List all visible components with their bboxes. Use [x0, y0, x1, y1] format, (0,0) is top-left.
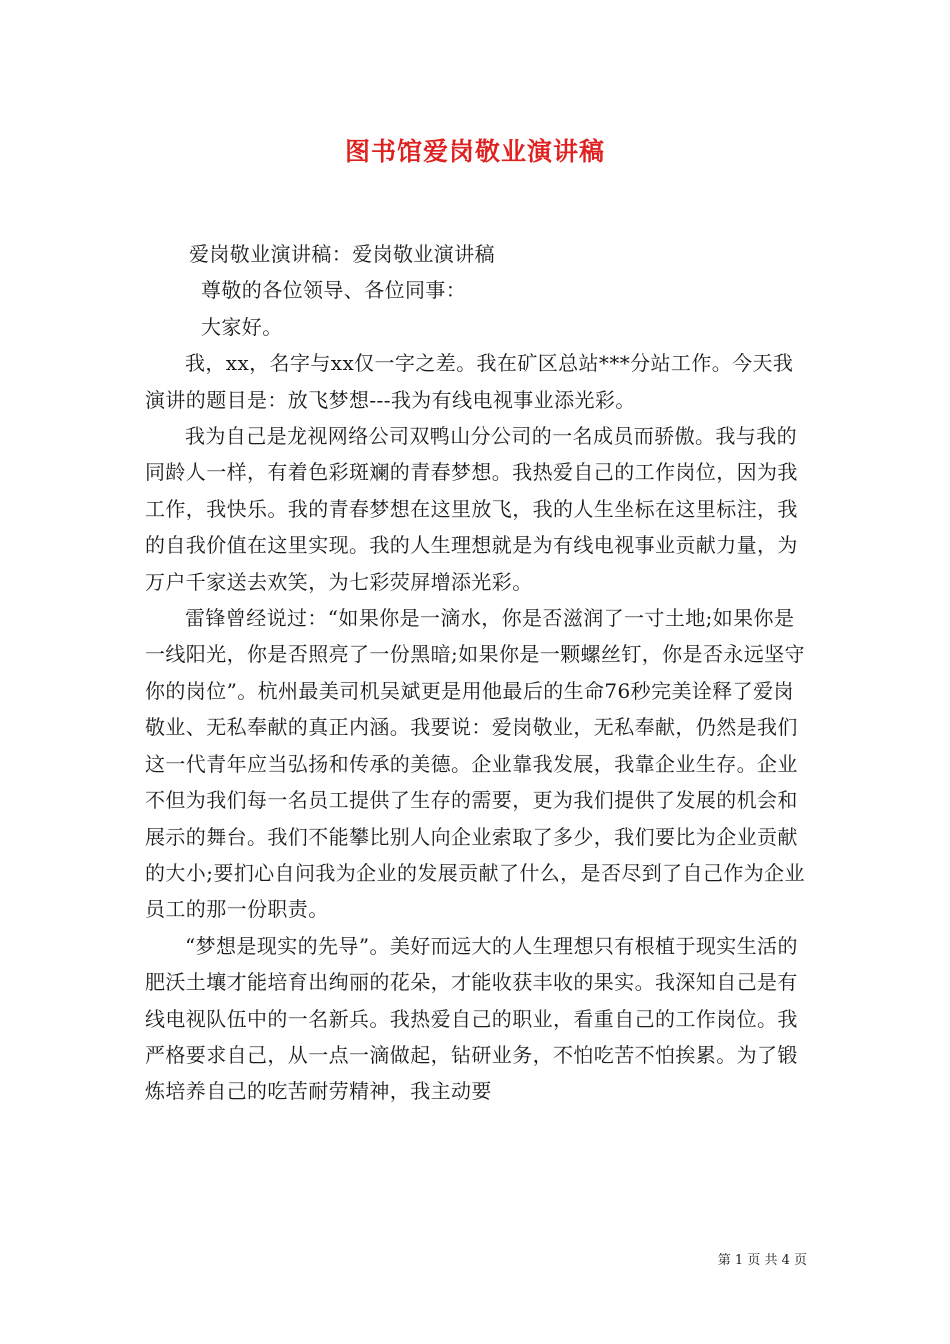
document-subtitle: 爱岗敬业演讲稿：爱岗敬业演讲稿: [189, 242, 495, 266]
paragraph: “梦想是现实的先导”。美好而远大的人生理想只有根植于现实生活的肥沃土壤才能培育出绚丽的花朵，才能收获丰收的果实。我深知自己是有线电视队伍中的一名新兵。我热爱自己的职业，看重自己的工作岗位。我严格要求自己，从一点一滴做起，钻研业务，不怕吃苦不怕挨累。为了锻炼培养自己的吃苦耐劳精神，我主动要: [145, 933, 798, 1104]
paragraph: 我为自己是龙视网络公司双鸭山分公司的一名成员而骄傲。我与我的同龄人一样，有着色彩斑斓的青春梦想。我热爱自己的工作岗位，因为我工作，我快乐。我的青春梦想在这里放飞，我的人生坐标在这里标注，我的自我价值在这里实现。我的人生理想就是为有线电视事业贡献力量，为万户千家送去欢笑，为七彩荧屏增添光彩。: [145, 424, 798, 594]
document-body: [145, 236, 807, 1110]
paragraph: 我，xx，名字与xx仅一字之差。我在矿区总站***分站工作。今天我演讲的题目是：放飞梦想---我为有线电视事业添光彩。: [145, 351, 794, 412]
greeting: 大家好。: [201, 314, 283, 339]
page-number-footer: 第 1 页 共 4 页: [717, 1253, 807, 1268]
document-title: 图书馆爱岗敬业演讲稿: [344, 137, 605, 166]
salutation: 尊敬的各位领导、各位同事：: [201, 278, 467, 303]
paragraph: 雷锋曾经说过：“如果你是一滴水，你是否滋润了一寸土地;如果你是一线阳光，你是否照亮了一份黑暗;如果你是一颗螺丝钉，你是否永远坚守你的岗位”。杭州最美司机吴斌更是用他最后的生命76秒完美诠释了爱岗敬业、无私奉献的真正内涵。我要说：爱岗敬业，无私奉献，仍然是我们这一代青年应当弘扬和传承的美德。企业靠我发展，我靠企业生存。企业不但为我们每一名员工提供了生存的需要，更为我们提供了发展的机会和展示的舞台。我们不能攀比别人向企业索取了多少，我们要比为企业贡献的大小;要扪心自问我为企业的发展贡献了什么，是否尽到了自己作为企业员工的那一份职责。: [145, 606, 805, 922]
